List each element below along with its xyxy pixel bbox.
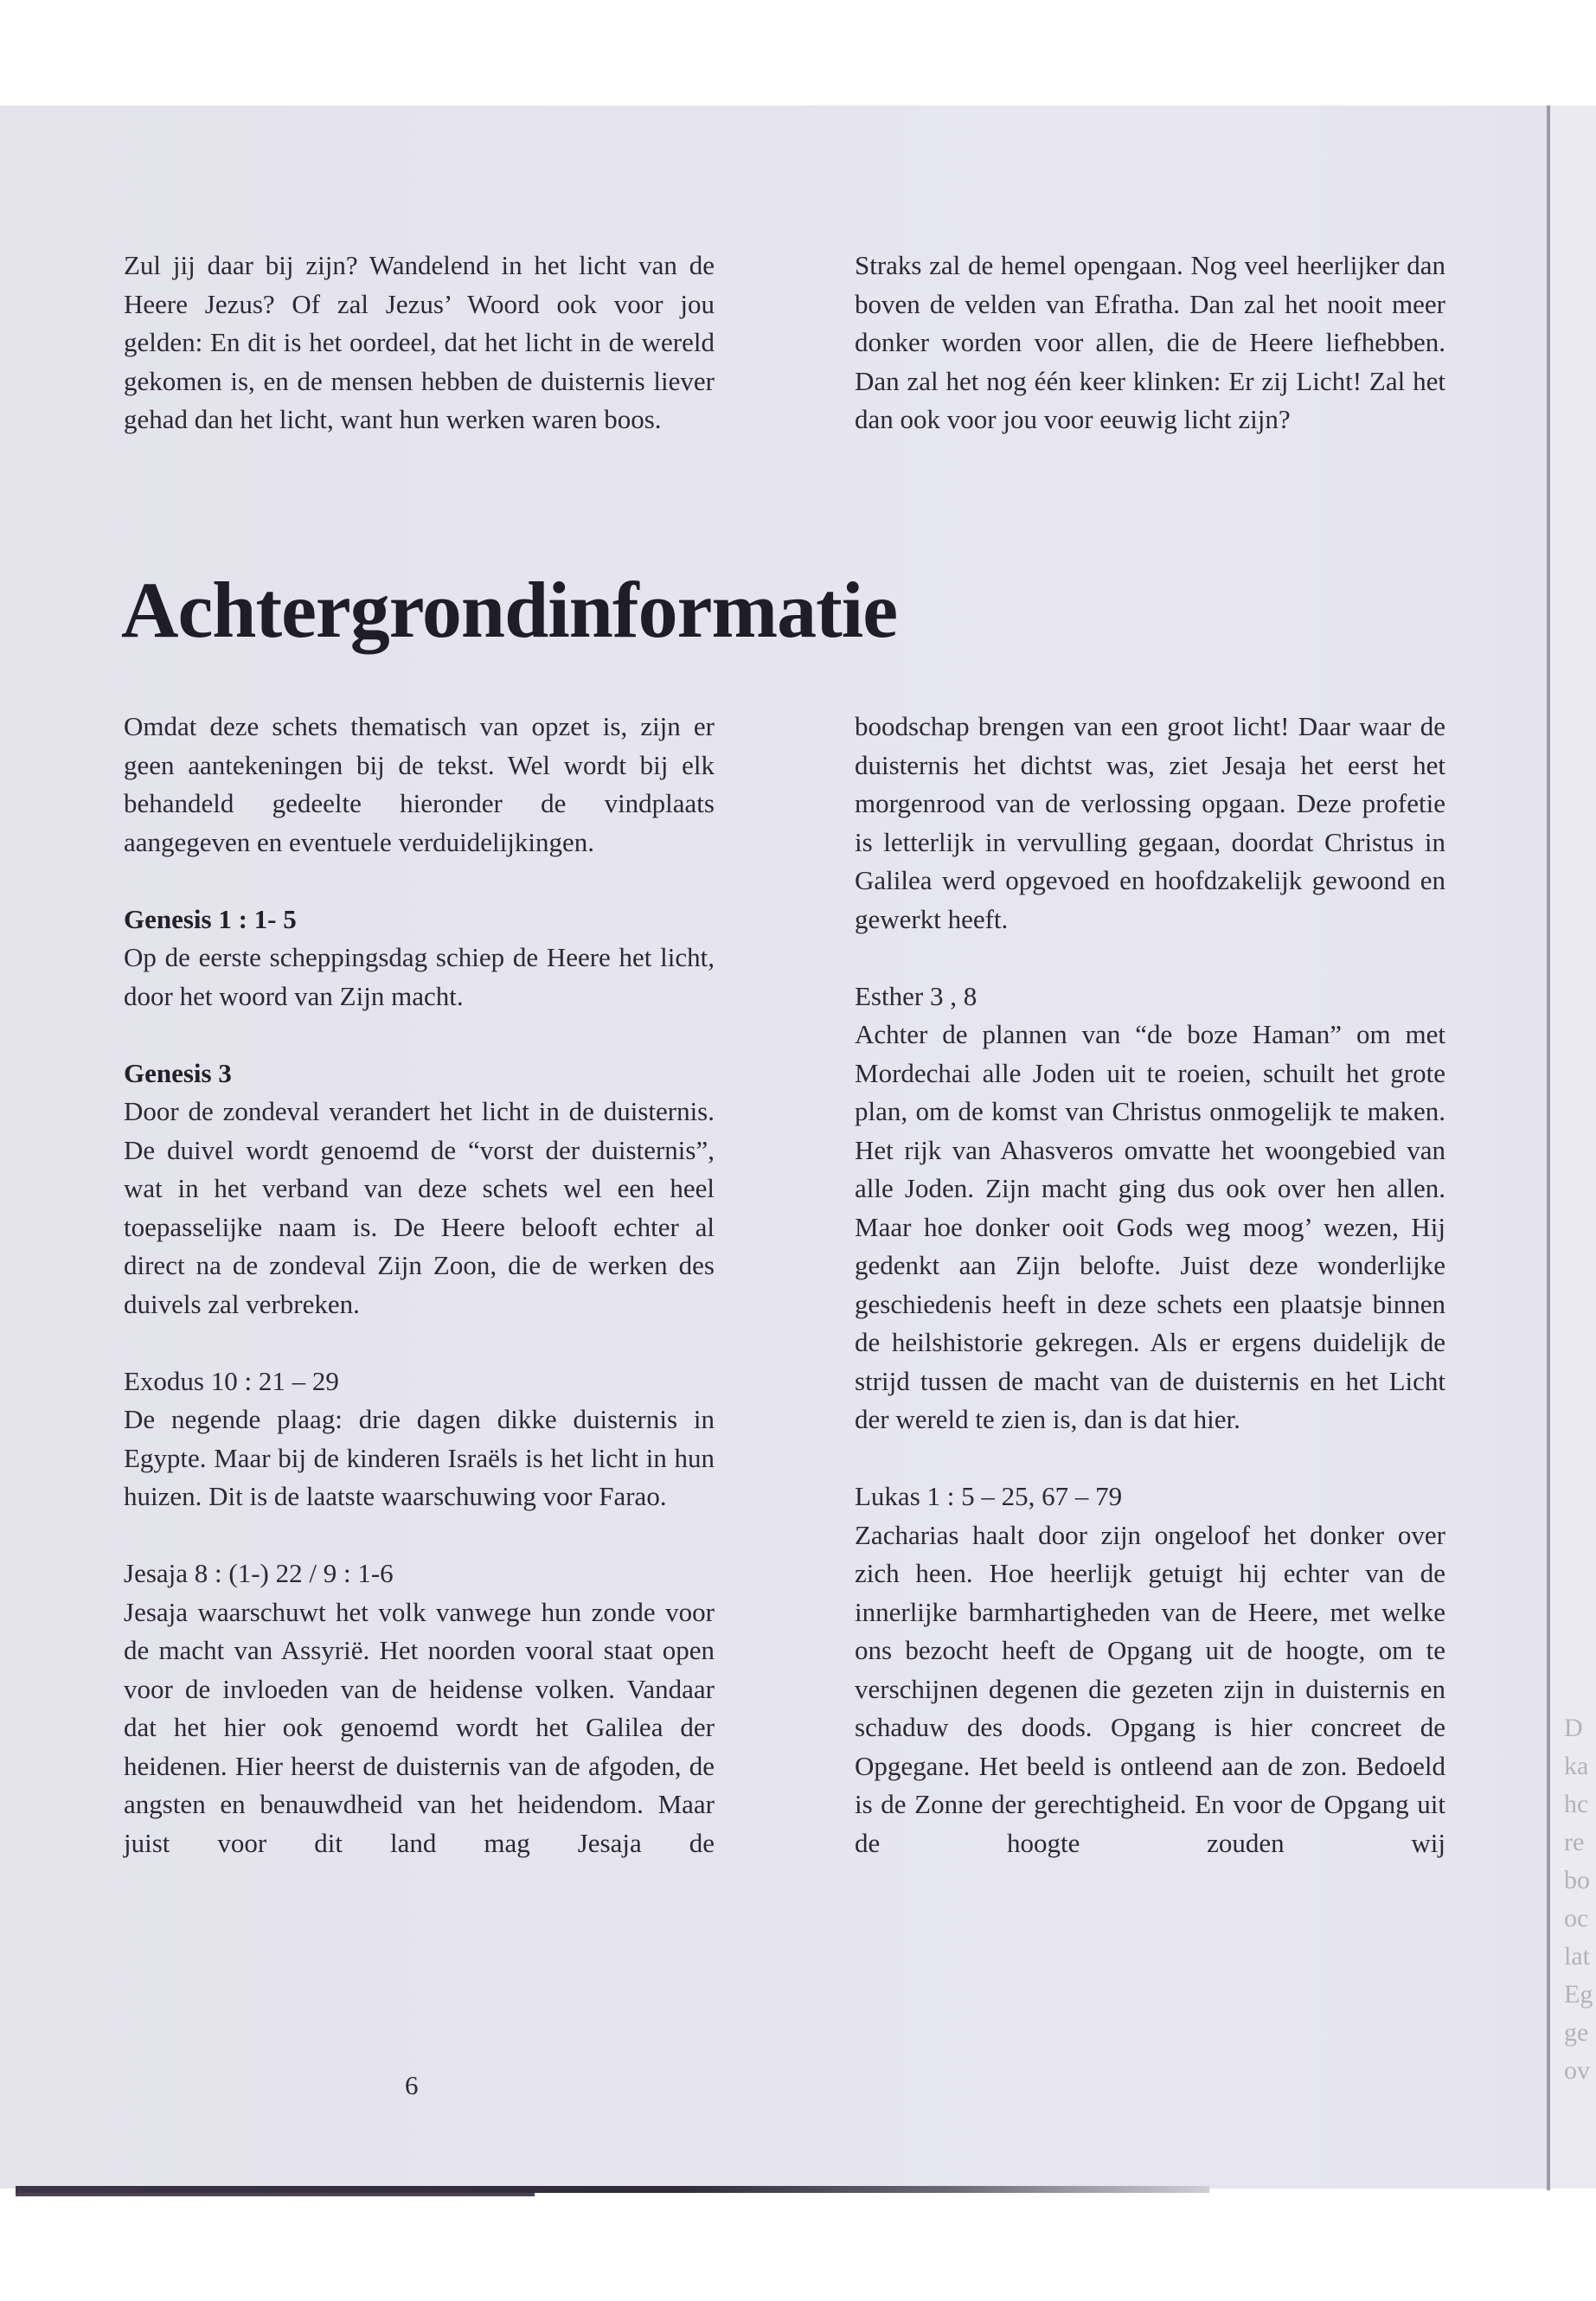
section-text: De negende plaag: drie dagen dikke duisternis in Egypte. Maar bij de kinderen Israëls is het licht in hun huizen. Dit is de laatste waarschuwing voor Farao. xyxy=(124,1404,715,1511)
section-text: Achter de plannen van “de boze Haman” om met Mordechai alle Joden uit te roeien, schuilt het grote plan, om de komst van Christus onmogelijk te maken. Het rijk van Ahasveros omvatte het woongebied van alle Joden. Zijn macht ging dus ook over hen allen. Maar hoe donker ooit Gods weg moog’ wezen, Hij gedenkt aan Zijn belofte. Juist deze wonderlijke geschiedenis heeft in deze schets een plaatsje binnen de heilshistorie gekregen. Als er ergens duidelijk de strijd tussen de macht van de duisternis en het Licht der wereld te zien is, dan is dat hier. xyxy=(855,1019,1445,1434)
next-page-fragment: hc xyxy=(1564,1790,1589,1818)
section-reference: Lukas 1 : 5 – 25, 67 – 79 xyxy=(855,1481,1123,1511)
section-text-continuation: boodschap brengen van een groot licht! Daar waar de duisternis het dichtst was, ziet Jesaja het eerst het morgenrood van de verlossing opgaan. Deze profetie is letterlijk in vervulling gegaan, doordat Christus in Galilea werd opgevoed en hoofdzakelijk gewoond en gewerkt heeft. xyxy=(855,711,1445,934)
intro-column-left xyxy=(124,247,715,439)
next-page-fragment: Eg xyxy=(1564,1980,1593,2009)
section-text: Op de eerste scheppingsdag schiep de Heere het licht, door het woord van Zijn macht. xyxy=(124,942,715,1011)
section-reference: Jesaja 8 : (1-) 22 / 9 : 1-6 xyxy=(124,1558,394,1588)
scan-edge-shadow xyxy=(16,2193,535,2196)
closing-paragraph-left: Zul jij daar bij zijn? Wandelend in het licht van de Heere Jezus? Of zal Jezus’ Woord ook voor jou gelden: En dit is het oordeel, dat het licht in de wereld gekomen is, en de mensen hebben de duisternis liever gehad dan het licht, want hun werken waren boos. xyxy=(124,250,715,434)
intro-column-right xyxy=(855,247,1445,439)
body-column-left xyxy=(124,708,715,1862)
scan-edge-shadow xyxy=(16,2186,1209,2193)
page-title: Achtergrondinformatie xyxy=(121,566,898,654)
closing-paragraph-right: Straks zal de hemel opengaan. Nog veel heerlijker dan boven de velden van Efratha. Dan zal het nooit meer donker worden voor allen, die de Heere liefhebben. Dan zal het nog één keer klinken: Er zij Licht! Zal het dan ook voor jou voor eeuwig licht zijn? xyxy=(855,250,1445,434)
intro-paragraph: Omdat deze schets thematisch van opzet is, zijn er geen aantekeningen bij de tekst. Wel wordt bij elk behandeld gedeelte hieronder de vindplaats aangegeven en eventuele verduidelijkingen. xyxy=(124,711,715,857)
section-text: Zacharias haalt door zijn ongeloof het donker over zich heen. Hoe heerlijk getuigt hij echter van de innerlijke barmhartigheden van de Heere, met welke ons bezocht heeft de Opgang uit de hoogte, om te verschijnen degenen die gezeten zijn in duisternis en schaduw des doods. Opgang is hier concreet de Opgegane. Het beeld is ontleend aan de zon. Bedoeld is de Zonne der gerechtigheid. En voor de Opgang uit de hoogte zouden wij xyxy=(855,1519,1445,1858)
body-column-right xyxy=(855,708,1445,1862)
section-reference: Genesis 1 : 1- 5 xyxy=(124,903,297,934)
next-page-fragment: oc xyxy=(1564,1904,1589,1932)
next-page-fragment: D xyxy=(1564,1714,1583,1742)
section-text: Jesaja waarschuwt het volk vanwege hun zonde voor de macht van Assyrië. Het noorden vooral staat open voor de invloeden van de heidense volken. Vandaar dat het hier ook genoemd wordt het Galilea der heidenen. Hier heerst de duisternis van de afgoden, de angsten en benauwdheid van het heidendom. Maar juist voor dit land mag Jesaja de xyxy=(124,1596,715,1858)
section-reference: Genesis 3 xyxy=(124,1057,232,1088)
next-page-fragment: re xyxy=(1564,1828,1585,1856)
next-page-fragment: ge xyxy=(1564,2018,1589,2047)
section-text: Door de zondeval verandert het licht in de duisternis. De duivel wordt genoemd de “vorst der duisternis”, wat in het verband van deze schets wel een heel toepasselijke naam is. De Heere belooft echter al direct na de zondeval Zijn Zoon, die de werken des duivels zal verbreken. xyxy=(124,1096,715,1319)
page-number: 6 xyxy=(405,2070,419,2100)
next-page-fragment: ov xyxy=(1564,2056,1590,2085)
next-page-fragment: lat xyxy=(1564,1942,1590,1971)
next-page-fragment: bo xyxy=(1564,1866,1590,1894)
section-reference: Exodus 10 : 21 – 29 xyxy=(124,1365,339,1396)
section-reference: Esther 3 , 8 xyxy=(855,980,977,1011)
next-page-fragment: ka xyxy=(1564,1752,1589,1780)
